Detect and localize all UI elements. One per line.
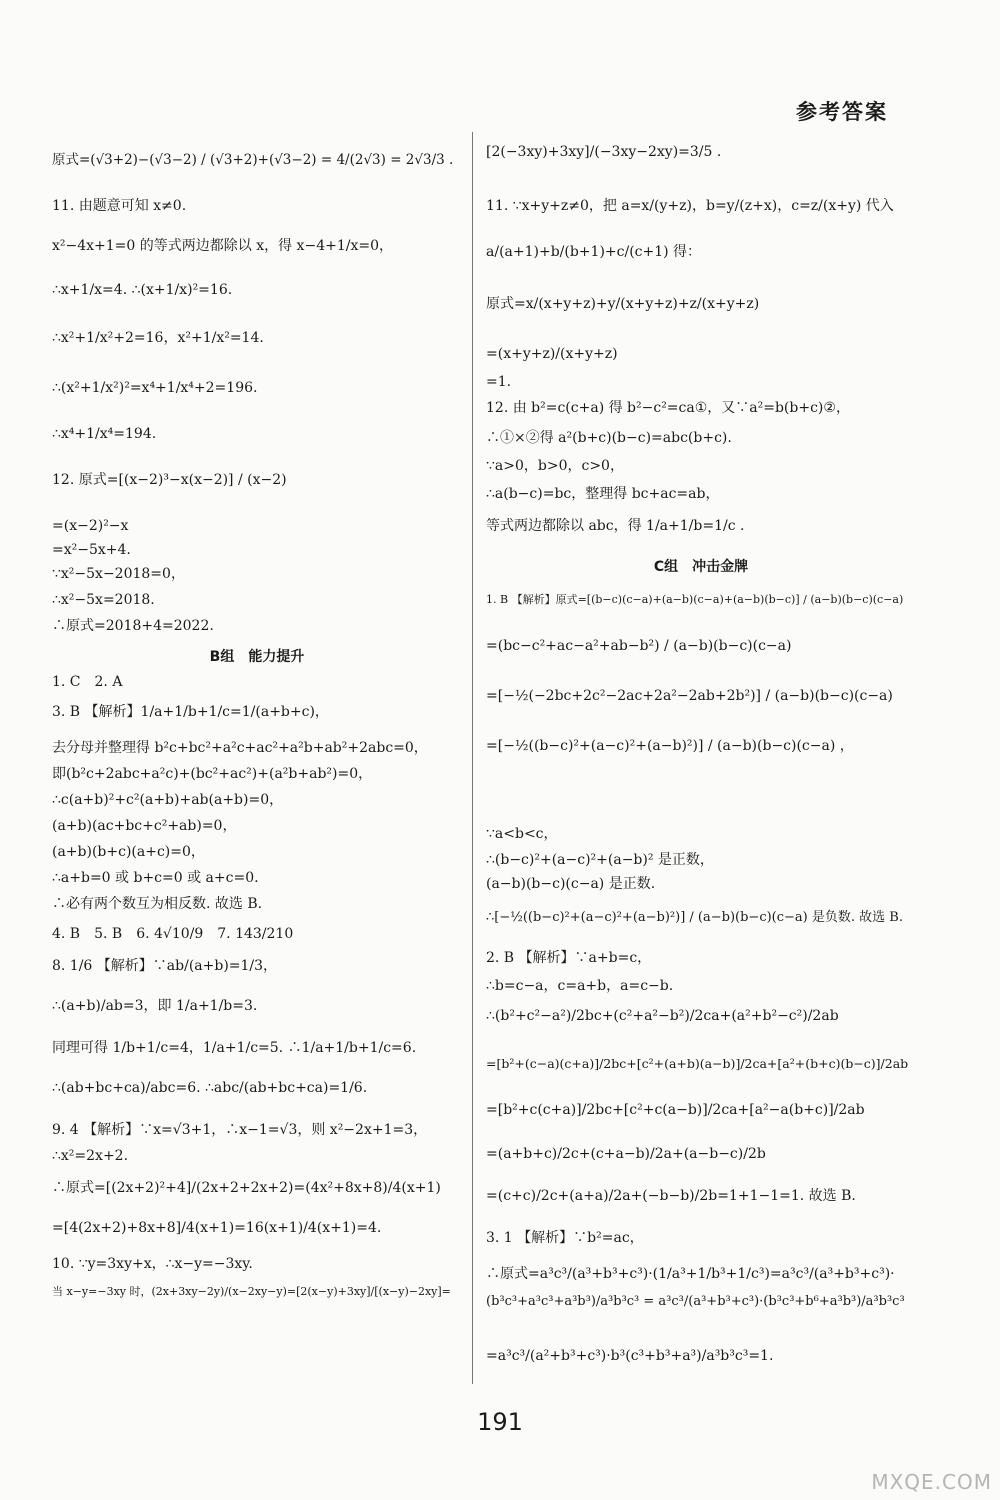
left-line: 同理可得 1/b+1/c=4，1/a+1/c=5. ∴1/a+1/b+1/c=6. <box>52 1040 417 1056</box>
right-line: =(x+y+z)/(x+y+z) <box>486 346 618 362</box>
left-line: 9. 4 【解析】∵x=√3+1，∴x−1=√3，则 x²−2x+1=3， <box>52 1122 428 1138</box>
right-line: =[−½((b−c)²+(a−c)²+(a−b)²)] / (a−b)(b−c)(c−a) ， <box>486 738 854 754</box>
right-line: 2. B 【解析】∵a+b=c， <box>486 950 652 966</box>
left-line: =x²−5x+4. <box>52 542 131 558</box>
left-line: ∴x²=2x+2. <box>52 1148 129 1164</box>
right-line: 12. 由 b²=c(c+a) 得 b²−c²=ca①，又∵a²=b(b+c)②， <box>486 400 850 416</box>
right-line: ∴[−½((b−c)²+(a−c)²+(a−b)²)] / (a−b)(b−c)(c−a) 是负数. 故选 B. <box>486 910 903 925</box>
left-line: 1. C 2. A <box>52 674 123 690</box>
right-line: ∵a<b<c， <box>486 826 558 842</box>
left-line: 12. 原式=[(x−2)³−x(x−2)] / (x−2) <box>52 472 287 488</box>
left-line: 10. ∵y=3xy+x，∴x−y=−3xy. <box>52 1256 253 1272</box>
right-line: =(c+c)/2c+(a+a)/2a+(−b−b)/2b=1+1−1=1. 故选 B. <box>486 1188 856 1204</box>
left-section-heading: B组 能力提升 <box>209 649 305 665</box>
left-line: ∴x²−5x=2018. <box>52 592 155 608</box>
page-number: 191 <box>477 1408 523 1436</box>
right-line: ∴①×②得 a²(b+c)(b−c)=abc(b+c). <box>486 430 732 446</box>
left-line: 8. 1/6 【解析】∵ab/(a+b)=1/3， <box>52 958 278 974</box>
right-line: =1. <box>486 374 512 390</box>
left-line: 原式=(√3+2)−(√3−2) / (√3+2)+(√3−2) = 4/(2√3) = 2√3/3 . <box>52 152 454 168</box>
left-line: ∴原式=2018+4=2022. <box>52 618 214 634</box>
right-line: 1. B 【解析】原式=[(b−c)(c−a)+(a−b)(c−a)+(a−b)(b−c)] / (a−b)(b−c)(c−a) <box>486 593 904 606</box>
right-line: ∵a>0，b>0，c>0， <box>486 458 624 474</box>
right-line: 3. 1 【解析】∵b²=ac， <box>486 1230 644 1246</box>
left-line: ∴必有两个数互为相反数. 故选 B. <box>52 896 263 912</box>
page-header-title: 参考答案 <box>796 100 888 124</box>
watermark-url: MXQE.COM <box>871 1470 992 1494</box>
left-line: ∴x+1/x=4. ∴(x+1/x)²=16. <box>52 282 233 298</box>
left-line: x²−4x+1=0 的等式两边都除以 x，得 x−4+1/x=0， <box>52 238 393 254</box>
right-line: (a−b)(b−c)(c−a) 是正数. <box>486 876 656 892</box>
left-line: (a+b)(b+c)(a+c)=0， <box>52 844 205 860</box>
left-line: ∴(x²+1/x²)²=x⁴+1/x⁴+2=196. <box>52 380 258 396</box>
right-line: ∴a(b−c)=bc，整理得 bc+ac=ab， <box>486 486 720 502</box>
left-line: ∴(a+b)/ab=3，即 1/a+1/b=3. <box>52 998 258 1014</box>
left-line: =[4(2x+2)+8x+8]/4(x+1)=16(x+1)/4(x+1)=4. <box>52 1220 382 1236</box>
left-line: ∴x²+1/x²+2=16，x²+1/x²=14. <box>52 330 264 346</box>
left-line: 3. B 【解析】1/a+1/b+1/c=1/(a+b+c)， <box>52 704 329 720</box>
column-divider <box>472 132 473 1384</box>
left-line: ∴原式=[(2x+2)²+4]/(2x+2+2x+2)=(4x²+8x+8)/4(x+1) <box>52 1180 441 1196</box>
left-line: 去分母并整理得 b²c+bc²+a²c+ac²+a²b+ab²+2abc=0， <box>52 740 428 756</box>
right-section-heading: C组 冲击金牌 <box>653 559 749 575</box>
right-line: [2(−3xy)+3xy]/(−3xy−2xy)=3/5 . <box>486 144 722 160</box>
right-line: =(bc−c²+ac−a²+ab−b²) / (a−b)(b−c)(c−a) <box>486 638 792 654</box>
right-line: ∴b=c−a，c=a+b，a=c−b. <box>486 978 674 994</box>
left-line: (a+b)(ac+bc+c²+ab)=0， <box>52 818 237 834</box>
right-line: =[−½(−2bc+2c²−2ac+2a²−2ab+2b²)] / (a−b)(b−c)(c−a) <box>486 688 893 704</box>
right-line: 11. ∵x+y+z≠0，把 a=x/(y+z)，b=y/(z+x)，c=z/(x+y) 代入 <box>486 198 894 214</box>
left-line: 4. B 5. B 6. 4√10/9 7. 143/210 <box>52 926 294 942</box>
left-line: ∴a+b=0 或 b+c=0 或 a+c=0. <box>52 870 259 886</box>
left-line: ∴x⁴+1/x⁴=194. <box>52 426 157 442</box>
right-line: a/(a+1)+b/(b+1)+c/(c+1) 得： <box>486 244 702 260</box>
left-line: 当 x−y=−3xy 时，(2x+3xy−2y)/(x−2xy−y)=[2(x−y)+3xy]/[(x−y)−2xy]= <box>52 1285 451 1298</box>
left-line: ∴c(a+b)²+c²(a+b)+ab(a+b)=0， <box>52 792 284 808</box>
right-line: ∴(b²+c²−a²)/2bc+(c²+a²−b²)/2ca+(a²+b²−c²)/2ab <box>486 1008 839 1024</box>
left-line: 11. 由题意可知 x≠0. <box>52 198 187 214</box>
right-line: =[b²+(c−a)(c+a)]/2bc+[c²+(a+b)(a−b)]/2ca+[a²+(b+c)(b−c)]/2ab <box>486 1056 909 1071</box>
left-line: ∴(ab+bc+ca)/abc=6. ∴abc/(ab+bc+ca)=1/6. <box>52 1080 368 1096</box>
left-line: =(x−2)²−x <box>52 518 129 534</box>
right-line: (b³c³+a³c³+a³b³)/a³b³c³ = a³c³/(a³+b³+c³)·(b³c³+b⁶+a³b³)/a³b³c³ <box>486 1294 905 1309</box>
right-line: ∴(b−c)²+(a−c)²+(a−b)² 是正数， <box>486 852 714 868</box>
left-line: 即(b²c+2abc+a²c)+(bc²+ac²)+(a²b+ab²)=0， <box>52 766 373 782</box>
right-line: =[b²+c(c+a)]/2bc+[c²+c(a−b)]/2ca+[a²−a(b+c)]/2ab <box>486 1102 865 1118</box>
right-line: =a³c³/(a²+b³+c³)·b³(c³+b³+a³)/a³b³c³=1. <box>486 1348 774 1364</box>
right-line: 原式=x/(x+y+z)+y/(x+y+z)+z/(x+y+z) <box>486 296 760 312</box>
right-line: ∴原式=a³c³/(a³+b³+c³)·(1/a³+1/b³+1/c³)=a³c³/(a³+b³+c³)· <box>486 1266 895 1282</box>
right-line: =(a+b+c)/2c+(c+a−b)/2a+(a−b−c)/2b <box>486 1146 766 1162</box>
left-line: ∵x²−5x−2018=0， <box>52 566 185 582</box>
right-line: 等式两边都除以 abc，得 1/a+1/b=1/c . <box>486 518 745 534</box>
